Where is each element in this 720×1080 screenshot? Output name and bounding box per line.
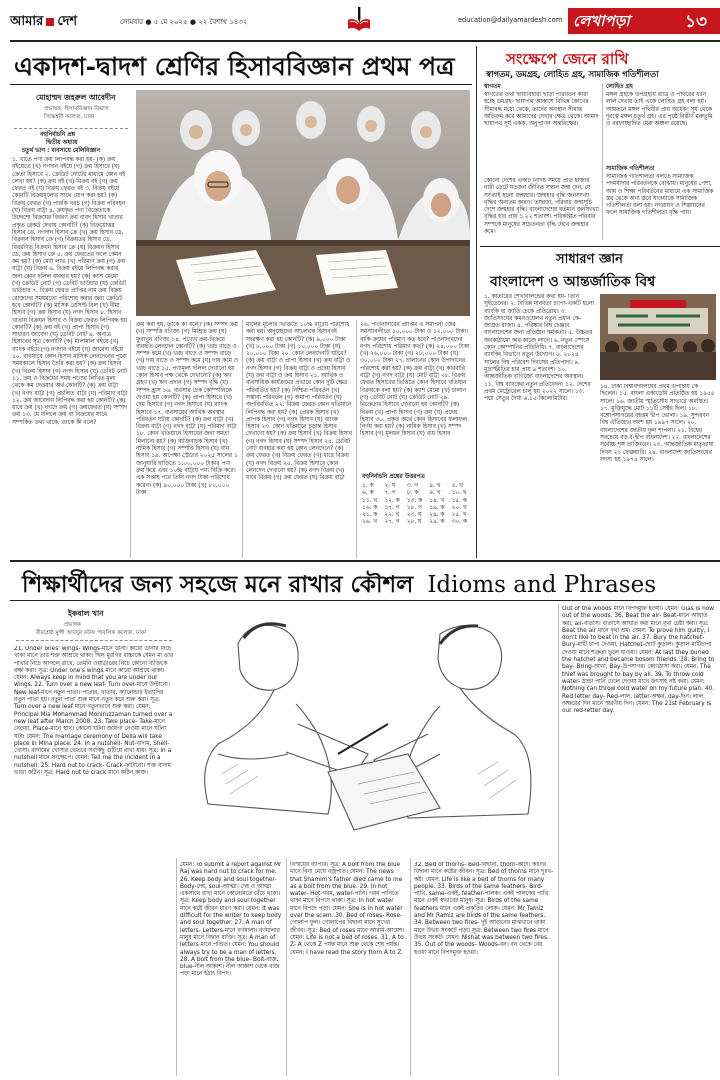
gk-headline-2: বাংলাদেশ ও আন্তর্জাতিক বিশ্ব	[490, 274, 656, 290]
accounting-author-school: সিদ্ধেশ্বরী কলেজ, ঢাকা	[44, 114, 95, 120]
idioms-top-rule	[10, 560, 720, 562]
protest-photo	[600, 294, 716, 380]
answer-item: ২২. খ	[384, 512, 400, 519]
accounting-rule	[10, 84, 472, 85]
idioms-byline-divider	[16, 640, 172, 641]
gk-headline-1: সাধারণ জ্ঞান	[556, 252, 623, 267]
col-divider	[176, 858, 177, 1076]
accounting-author: মোহাম্মদ জহরুল আবেদীন	[36, 93, 116, 102]
answers-heading: বহুনির্বাচনি প্রশ্নের উত্তরপত্র	[362, 474, 425, 480]
mcq-heading: বহুনির্বাচনি প্রশ্ন	[40, 132, 76, 138]
masthead-word1: আমার	[10, 14, 44, 29]
answer-item: ২৭. গ	[384, 519, 400, 526]
idioms-col-2: যেমন: To submit a report against Mr Raj was hard nut to crack for me. 26. Keep body and soul together- Body-দেহ, soul-আত্মা। দেহ ও আত্মা একসাথে রাখা মানে কোনোমতে বেঁচে থাকা। সূত্র: Keep body and soul together মানে কষ্টে জীবন ধারণ করা। যেমন: It was difficult for the writer to keep body and soul together. 27. A man of letters- Letters-মানে বর্ণমালা। বর্ণমালার মানুষ মানে বিদ্বান ব্যক্তি। সূত্র: A man of letters মানে পণ্ডিত। যেমন: You should always try to be a man of letters. 28. A bolt from the blue- Bolt-বাজ, blue-নীল আকাশ। নীল আকাশ থেকে বাজ পড়া মানে হঠাৎ বিপদ।	[180, 862, 282, 978]
answer-item: ২৮. ঘ	[406, 519, 422, 526]
answer-item: ১৮. গ	[406, 504, 422, 511]
idioms-rule	[10, 600, 720, 601]
answer-item: ৮. ক	[406, 490, 419, 497]
answer-item: ৩. গ	[406, 483, 419, 489]
answer-item: ১৯. ক	[429, 504, 445, 511]
answer-item: ২১. ক	[362, 512, 378, 519]
header-rule	[10, 40, 720, 42]
answer-item: ২৬. খ	[362, 519, 378, 526]
masthead-square-icon	[46, 18, 54, 26]
gk-rule	[480, 246, 720, 247]
idioms-headline-en: Idioms and Phrases	[427, 572, 657, 598]
students-exam-illustration-icon	[136, 90, 470, 316]
answer-item: ১৬. ক	[362, 504, 378, 511]
answer-item: ১৭. গ	[384, 504, 400, 511]
answer-item: ৪. খ	[429, 483, 441, 489]
col-divider	[602, 84, 603, 240]
accounting-col-3: মালের মূল্যের ভিত্তিতে ১০% বাট্টায় পরিশোধ করা হয়। অনুচ্ছেদের আলোকে হিসাববই সংরক্ষণ করা হয় কোনটি? (ক) ৯,০০০ টাকা (খ) ৮,০০০ টাকা (গ) ১০,০০০ টাকা (ঘ) ২০,০০০ টাকা ২০. কোন লেনদেনটি ঘটবে? (ক) ক্রয় বাট্টা ও প্রাপ্য হিসাব (খ) ক্রয় বাট্টা ও নগদ হিসাব (গ) বিক্রয় বাট্টা ও প্রদেয় হিসাব (ঘ) ক্রয় বাট্টা ও ক্রয় হিসাব ২১. আর্থিক ও ব্যবসায়িক কার্যক্রমের প্রভাবে কোন দুটি ক্ষেত্র পরিবর্তিত হয়? (ক) নিশ্চিত পরিবর্তন (খ) সম্ভাব্য পরিবর্তন (গ) অমাপ্য পরিবর্তন (ঘ) অপরিবর্তিত ২২. বিক্রয় ফেরত কোন খতিয়ানে লিপিবদ্ধ করা হয়? (ক) প্রেরক হিসাব (খ) প্রাপক হিসাব (গ) নগদ হিসাব (ঘ) ব্যাংক হিসাব ২৩. কোন খতিয়ানে চূড়ান্ত হিসাব দেখানো হয়? (ক) ক্রয় হিসাব (খ) বিক্রয় হিসাব (গ) নগদ হিসাব (ঘ) সম্পদ হিসাব ২৪. ডেবিট নোট ব্যবহার করা হয় কোন লেনদেনে? (ক) ক্রয় ফেরত (খ) বিক্রয় ফেরত (গ) ধারে বিক্রয় (ঘ) নগদ বিক্রয় ২৫. বিক্রয় হিসাবে কোন লেনদেন দেখানো হয়? (ক) নগদ বিক্রয় (খ) ধারে বিক্রয় (গ) ক্রয় ফেরত (ঘ) বিক্রয় বাট্টা	[246, 322, 352, 482]
answer-item: ১০. খ	[451, 490, 467, 497]
idioms-col-5: Out of the woods মানে বিপদমুক্ত হওয়া। যেমন: Gias is now out of the woods. 36. Beat the air- Beat-মানে আঘাত করা, air-বাতাস। বাতাসে আঘাত করা মানে বৃথা চেষ্টা করা। সূত্র: Beat the air মানে বৃথা শ্রম। যেমন: To prove him guilty, I don't like to beat in the air. 37. Bury the hatchet- Bury-মাটি চাপা দেওয়া, Hatchet-ছোট কুড়াল। কুড়াল মাটিচাপা দেওয়া মানে শত্রুতা ভুলে যাওয়া। যেমন: At last they buried the hatchet and became bosom friends. 38. Bring to bay- Bring-আনা, Bay-উপসাগর। কোণঠাসা করা। যেমন: The thief was brought to bay by all. 39. To throw cold water- ঠান্ডা পানি ঢেলে দেওয়া মানে উৎসাহ নষ্ট করা। যেমন: Nothing can throw cold water on my future plan. 40. Red letter day- Red-লাল, letter-অক্ষর, day-দিন। লাল অক্ষরের দিন মানে স্মরণীয় দিন। যেমন: The 21st February is our red-letter day.	[562, 606, 715, 715]
idioms-col-3: বিস্ময়ের ব্যাপার। সূত্র: A bolt from the blue মানে বিনা মেঘে বজ্রপাত। যেমন: The news that Shamim's father died came to me as a bolt from the blue. 29. In hot water- Hot-গরম, water-পানি। গরম পানিতে থাকা মানে বিপদে থাকা। সূত্র: In hot water মানে বিপদে পড়া। যেমন: She is in hot water over the scam. 30. Bed of roses- Rose-গোলাপ ফুল। গোলাপের বিছানা মানে সুখের জীবন। সূত্র: Bed of roses মানে আরাম-আয়েশ। যেমন: Life is not a bed of roses. 31. A to Z- A থেকে Z পর্যন্ত মানে শুরু থেকে শেষ পর্যন্ত। যেমন: I have read the story from A to Z.	[290, 862, 405, 956]
page-number: ১৩	[685, 12, 708, 32]
answer-item: ১৫. ক	[451, 497, 467, 504]
col-divider	[242, 320, 243, 558]
chapter-heading: দ্বিতীয় অধ্যায়	[46, 140, 78, 146]
brief-col2-text2: সামাজিক গতিশীলতা বলতে সামাজিক পদমর্যাদার পরিবর্তনকে বোঝায়। মানুষের পেশা, আয় ও শিক্ষা পরিবর্তনের মাধ্যমে এক সামাজিক স্তর থেকে অন্য স্তরে যাওয়াকে সামাজিক গতিশীলতা বলা হয়। নগরায়ণ ও শিল্পায়নের ফলে সামাজিক গতিশীলতা বৃদ্ধি পায়।	[606, 174, 714, 217]
brief-col2-heading2: সামাজিক গতিশীলতা	[606, 166, 655, 172]
answer-item: ৯. খ	[429, 490, 441, 497]
col-divider	[558, 604, 559, 1076]
masthead	[10, 12, 77, 33]
accounting-col-1: ১. খাতে পণ্য ক্রয় লিপিবদ্ধ করা হয়- (ক) ক্রয় বইয়েতে (খ) নগদান বইয়ে (গ) ক্রয় হিসাবে (ঘ) ক্রেতা হিসাবে ২. ক্রেডিট নোটের মাধ্যমে কোন বই লেখা হয়? (ক) ক্রয় বই (খ) বিক্রয় বই (গ) ক্রয় ফেরত বই (ঘ) বিক্রয় ফেরত বই ৩. বিক্রয় বইয়ে কোনটি বিক্রয়মূল্যের সাথে যোগ করা হয়? (ক) বিক্রয় ফেরত (খ) পারকি খরচ (গ) বিক্রয় পরিবহন (ঘ) বিক্রয় বাট্টা ৪. ক্রয়কৃত পণ্য বিক্রেতাকে উদ্দেশ্যে বিক্রয়ের বিবরণ ক্রয় বাবদ হিসাব খাতার প্রকৃত রেকর্ড দেখায় কোনটি? (ক) বিক্রয়োত্তর হিসাব ডে, নগদান হিসাব ক্রে (খ) ক্রয় হিসাব ডে, বিক্রয়ন হিসাব ক্রে (গ) বিক্রয়তর হিসাব ডে, বিবরণিত বিক্রয়ন হিসাব ক্রে (ঘ) বিক্রয়ন হিসাব ডে, ক্রয় হিসাব ক্রে ৫. ক্রয় ফেরতের ফলে কেমন কম হয়? (ক) মোট লাভ (খ) পরিমাণ ক্রয় (গ) ক্রয় বাট্টা (ঘ) বিক্রয় ৬. বিক্রয় বইয়ে লিপিবদ্ধ করার জন্য কোন দলিল ব্যবহার হয়? (ক) ক্যাশ মেমো (খ) ক্রেডিট নোট (গ) ডেবিট ভাউচার (ঘ) ক্রেডিট ভাউচার ৭. বিক্রয় ফেরত প্রাপ্তির নাম ক্রয় বিক্রয় রোজদের সময়মতো পরিশোধ করার জন্য ক্রেডিট হবে কোনটি? (ক) মাসিক রেসিপ্ট বিল (খ) বীমা হিসাব (গ) ক্রয় হিসাব (ঘ) নগদ হিসাব ৮. হিসাব খাতায় বিক্রয়ন হিসাব ও বিক্রয় ফেরত লিপিবদ্ধ হয় কোনটি? (ক) ক্রয় বই (খ) প্রাপ্য হিসাব (গ) সাধারণ জাবেদা (ঘ) ডেবিট নোট ৯. অন্যত্র হিসাবের সূত্র কোনটি? (ক) মালামাল বইয়ে (খ) ব্যাংক বইয়ে (গ) নগদান বইয়ে (ঘ) জাবেদা বইয়ে ১০. ব্যবসায়ে কোন হিসাব মাসিক লেনদেনের পুরো সময়কালে হিসাব তৈরি করা হয়? (ক) ক্রয় হিসাব (খ) বিক্রয় হিসাব (গ) নগদ হিসাব (ঘ) ডেবিট নোট ১১. ক্রয় ও বিক্রয়ের সময় পণ্যের লিখিত মূল্য থেকে কম দেওয়ার অর্থ কোনটি? (ক) ক্রয় বাট্টা (খ) নগদ বাট্টা (গ) প্রচলিত বাট্টা (ঘ) পরিমাণ বাট্টা ১২. ক্রয় জাবেদায় লিপিবদ্ধ করা হয় কোনটি? (ক) ধারে ক্রয় (খ) নগদে ক্রয় (গ) ক্রয়ফেরত (ঘ) সম্পদ ক্রয় ১৩. যে দলিলে ক্রয় বা বিক্রয়ের সাথে সম্পর্কিত তথ্য থাকে, তাকে কী বলে?	[12, 157, 128, 426]
brief-col1-text2: কোনো দেশের একটি নির্দিষ্ট সময়ে প্রতি হাজার নারী ডেটে যতজন জীবিত সন্তান জন্ম দেন, যে সংখ্যাই হলো জন্মহার। জন্মহার বৃদ্ধি জনসংখ্যা বৃদ্ধির অন্যতম কারণ। তাছাড়া, পরিবার জন্মসূচি দেশে জন্মহার বৃদ্ধি। বাংলাদেশের বর্তমান জনসংখ্যা বৃদ্ধির হার প্রায় ১.২২ শতাংশ। পরিকল্পিত পরিবার সম্পর্কে মানুষের সচেতনতা বৃদ্ধি দেখে জন্মহার কমে।	[484, 178, 599, 236]
answer-item: ১২. ক	[384, 497, 400, 504]
students-sketch	[178, 604, 556, 858]
answer-item: ২৫. খ	[451, 512, 467, 519]
exam-hall-photo	[136, 90, 470, 316]
brief-headline: সংক্ষেপে জেনে রাখি	[506, 50, 629, 68]
answer-item: ৫. খ	[451, 483, 463, 489]
section-divider	[476, 46, 477, 558]
accounting-author-title: প্রভাষক, হিসাববিজ্ঞান বিভাগ	[44, 106, 109, 112]
gk-col-1: ১. কাতারের শেখাবালন্ডের কথা হয়- তিনি সুইডেনের। ২. বিভিন্ন মানবতা চ্যাপা-একটি হলো ব্যাংকি বা জাতি চেকে প্রতিরোধ। ৩. জাতিসংঘের কমনওয়েলথ নতুন প্রধান কে- জাগ্রত রাজা। ৪. পরিষ্কার বিশ্ব চেঞ্জার বাংলাদেশের জন্য প্রতিষ্ঠান কর্মকর্তা। ৫. উচ্চতর অবকাঠামো কার কাজে লাগে। ৬. নতুন স্পেসে কোন কোম্পানির প্রতিনিধি। ৭. বাংলাদেশের ব্যাংকিং বিভাগে নতুন উদ্যোগ। ৮. ২০২৪ সালের বিশ্ব পরিবেশ দিবসের প্রতিপাদ্য। ৯. মুদ্রাস্ফীতির হার প্রায় ৯ শতাংশ। ১০. আন্তর্জাতিক বাণিজ্যে বাংলাদেশের অবস্থান। ১১. বিশ্ব ব্যাংকের নতুন প্রতিবেদন। ১২. দেশের প্রথম মেট্রোরেল চালু হয় ২০২২ সালে। ১৩. পদ্মা সেতুর দৈর্ঘ্য ৬.১৫ কিলোমিটার।	[484, 294, 594, 403]
section-email[interactable]: education@dailyamardesh.com	[458, 16, 563, 24]
answer-item: ২৯. ক	[429, 519, 445, 526]
brief-col2-text: মঙ্গল গ্রহকে উপগ্রহীয় রাত্রি ও পাথরের ধরন লাল দেখায় তাই একে লোহিত গ্রহ বলা হয়। আয়তনে মঙ্গল পৃথিবীর প্রায় অর্ধেক। সূর্য থেকে দূরত্বে মঙ্গল চতুর্থ গ্রহ। এর পৃষ্ঠে বিস্তীর্ণ মরুভূমি ও বরফাচ্ছাদিত মেরু অঞ্চল রয়েছে।	[606, 92, 713, 128]
col-divider	[410, 858, 411, 1076]
idioms-author: ইকবাল খান	[68, 609, 104, 618]
accounting-col-2: ক্রয় করা হয়, তাকে কী বলে? (ক) সম্পদ ক্রয় (খ) সম্পত্তি বণিজ্য (গ) মিশ্রিত ক্রয় (ঘ) ফুরাখুন বণিজ্য ১৪. পণ্যের ক্রয়-বিক্রয়ে ব্যবহৃত লেনদেন কোনটি? (ক) খরচ বাড়ে ও সম্পদ কমে (খ) খরচ বাড়ে ও সম্পদ বাড়ে (গ) দায় বাড়ে ও সম্পদ কমে (ঘ) দায় কমে ও খরচ বাড়ে ১৫. পণ্যমূল্য দলিল দেখানো হয় কোন হিসাব পক্ষ থেকে দেখানো? (ক) ঋণ গ্রহণ (খ) ঋণ প্রদান (গ) সম্পদ বৃদ্ধি (ঘ) সম্পদ হ্রাস ১৬. ব্যবসার চেক কোম্পানিকে দেওয়া হয় কোনটি? (ক) প্রাপ্য হিসাবে (খ) দেয় হিসাবে (গ) নগদ হিসাবে (ঘ) ব্যাংক হিসাবে ১৭. ব্যবসায়ের আর্থিক অবস্থার পরিবর্তন ঘটায় কোনটি? (ক) ক্রয় বাট্টা (খ) বিক্রয় বাট্টা (গ) নগদ বাট্টা (ঘ) পরিমাণ বাট্টা ১৮. কোন খতিয়ানে হিসাবের জন্য সমতা মিলানো হয়? (ক) ব্যক্তিবাচক হিসাব (খ) নামিক হিসাব (গ) সম্পত্তি হিসাব (ঘ) ব্যয় হিসাব ১৯. অপেক্ষা স্ট্রেডার ২০২৫ সালের ১ জানুয়ারি ছাড়িতে ১,০০,০০০ টাকার পণ্য ক্রয় করে এবং ১০% বাট্টায় পণ্য বিক্রি করে। এক সপ্তাহ পরে তিনি নগদ টাকা পরিশোধ করেন। (ক) ৯০,০০০ টাকা (খ) ৮০,০০০ টাকা	[136, 322, 238, 496]
answer-item: ১৩. ক	[406, 497, 423, 504]
byline-divider	[14, 128, 128, 130]
brief-subline: স্বাগতম, ডমগ্রহ, লোহিত গ্রহ, সামাজিক গতিশীলতা	[486, 69, 659, 79]
answer-item: ৬. ক	[362, 490, 374, 497]
idioms-col-4: 32. Bed of thorns- Bed-বিছানা, thorn-কাঁটা। কাঁটার বিছানা মানে কষ্টের জীবন। সূত্র: Bed of thorns মানে দুঃখ-কষ্ট। যেমন: Life is like a bed of thorns for many people. 33. Birds of the same feathers- Bird-পাখি, same-একই, feather-পালক। একই পালকের পাখি মানে একই স্বভাবের মানুষ। সূত্র: Birds of the same feathers মানে একই প্রকৃতির লোক। যেমন: Mr Tamiz and Mr Ramiz are birds of the same feathers. 34. Between two fires- দুই আগুনের মাঝখানে থাকা মানে উভয় সংকটে পড়া। সূত্র: Between two fires মানে উভয় সংকট। যেমন: Nishat was between two fires. 35. Out of the woods- Woods-বন। বন থেকে বের হওয়া মানে বিপদমুক্ত হওয়া।	[414, 862, 554, 956]
masthead-word2: দেশ	[57, 14, 78, 29]
answer-item: ১. ক	[362, 483, 374, 489]
idioms-author-school: বীরশ্রেষ্ঠ মুন্সী আবদুর রউফ পাবলিক কলেজ, ঢাকা	[36, 630, 147, 636]
book-pen-emblem-icon	[346, 6, 372, 32]
idioms-author-title: প্রভাষক	[64, 622, 81, 628]
brief-col1-text: স্বাগতের তথা ছায়াবিহারী ছাড়া পরিবর্তন কারী হচ্ছে ডমগ্রহ। ছায়াপথ আকাশে বিভিন্ন কোণের সীমাবদ্ধ মধ্যে থেকে, তাদের অবস্থান সীমান্ত অতিক্রম করে আমাদের দেখার ক্ষেত্র থেকে। আমাদ ছায়াপথ সূর্য একক, অনুপ্রাণন অন্তরিক্ষের।	[484, 92, 599, 128]
brief-col1-heading: স্বাগতম	[484, 84, 501, 90]
answer-item: ২০. খ	[451, 504, 467, 511]
crowd-banner-illustration-icon	[600, 294, 716, 380]
accounting-headline: একাদশ-দ্বাদশ শ্রেণির হিসাববিজ্ঞান প্রথম পত্র	[14, 52, 455, 81]
idioms-headline-bn: শিক্ষার্থীদের জন্য সহজে মনে রাখার কৌশল	[22, 571, 414, 598]
section-title: লেখাপড়া	[573, 12, 630, 30]
col-divider	[356, 320, 357, 558]
col-divider	[130, 320, 131, 558]
answer-item: ১৪. খ	[429, 497, 445, 504]
answer-item: ২৩. ঘ	[406, 512, 422, 519]
answer-item: ৭. গ	[384, 490, 396, 497]
col-divider	[286, 858, 287, 1076]
chapter-title: চতুর্থ ভাগ : ব্যবসায়ে মেলিবিজ্ঞান	[22, 148, 100, 154]
answer-item: ৩০. ক	[451, 519, 467, 526]
answer-item: ২৪. ক	[429, 512, 445, 519]
answers-grid	[362, 483, 472, 527]
studying-students-sketch-icon	[178, 604, 556, 858]
answer-item: ২. ঘ	[384, 483, 396, 489]
idioms-col-1: 21. Under ones' wings- Wings-মানে ডানা। কারো ডানার নিচে থাকা মানে তার শক্ত আশ্রয়ে থাকা। ছিল মুরগির বাচ্চাকে যেমন মা তার পাখার নিচে আগলে রাখে, তেমনি ওয়ার্ডারের নিচে কোনো ব্যক্তিকে রক্ষা করা। সূত্র: Under one's wings মানে কারো আশ্রয়ে থাকা। যেমন: Always keep in mind that you are under our wings. 22. Turn over a new leaf- Turn over-মানে উল্টানো। New leaf-মানে নতুন পাতা। পাতার, খাতার, ক্যালেন্ডার ইত্যাদির নতুন পাতা হয়। নতুন পাতা শুরু মানে নতুন করে শুরু করা। সূত্র: Turn over a new leaf মানে নতুনভাবে শুরু করা। যেমন: Principal Mia Mohammad Moniruzzaman turned over a new leaf after March 2008. 23. Take place- Take-মানে নেওয়া, Place-মানে স্থান। কোনো ঘটনা জায়গা নেওয়া মানে ঘটনা ঘটা। যেমন: The marriage ceremony of Della will take place in Mina place. 24. In a nutshell- Nut-বাদাম, Shell-খোসা। বাদামের খোসার ভেতরে সবকিছু গুটিয়ে রাখা যায়। সূত্র: In a nutshell মানে সংক্ষেপে। যেমন: Tell me the incident in a nutshell. 25. Hard nut to crack- Crack-ফাটানো। শক্ত বাদাম ভাঙা কঠিন। সূত্র: Hard nut to crack মানে কঠিন কাজ।	[14, 646, 174, 777]
accounting-col-4: ২৬. পাওনাদারের প্রাপ্তির এ সমাপনী জের সমস্যাবলীতে ১০,০০০ টাকা ও ১২,০০০ টাকা। বাকি ক্রয়ের পরিমাণ কত হবে? পাওনাদারদের নগদ পরিশোধ পরিমাণ কত? (ক) ২৪,০০০ টাকা (খ) ২৬,০০০ টাকা (গ) ২৮,০০০ টাকা (ঘ) ৩০,০০০ টাকা ২৭. চালানের কোন উপাদানের পরিশোধ করা হয়? (ক) ক্রয় বাট্টা (খ) কারবারি বাট্টা (গ) নগদ বাট্টা (ঘ) মোট বাট্টা ২৮. বিক্রয় ফেরত হিসাবের ভিত্তিতে কোন হিসাবে খতিয়ান বিক্রয়কে বলা হয়? (ক) ক্যাশ মেমো (খ) চালান (গ) ডেবিট নোট (ঘ) ক্রেডিট নোট ২৯. বিক্রেতার হিসাবে দেখানো হয় কোনটি? (ক) বিক্রয় (খ) প্রাপ্য হিসাব (গ) ক্রয় (ঘ) প্রদেয় হিসাব ৩০. প্রকৃত অর্থে কোন হিসাবের ফলাফল নির্ণয় করা হয়? (ক) নামিক হিসাব (খ) সম্পদ হিসাব (গ) মূলধন হিসাব (ঘ) ব্যয় হিসাব	[360, 322, 470, 438]
brief-col2-heading: লোহিত গ্রহ	[606, 84, 633, 90]
gk-col-2: ১৪. ঢাকা বিশ্ববিদ্যালয়ের প্রথম উপাচার্য কে ছিলেন। ১৫. বাংলা একাডেমি প্রতিষ্ঠিত হয় ১৯৫৫ সালে। ১৬. জাতীয় স্মৃতিসৌধ সাভারে অবস্থিত। ১৭. মুক্তিযুদ্ধে মোট ১১টি সেক্টর ছিল। ১৮. বঙ্গোপসাগরের বৃহত্তম দ্বীপ ভোলা। ১৯. সুন্দরবন বিশ্ব ঐতিহ্যের অংশ হয় ১৯৯৭ সালে। ২০. বাংলাদেশের জাতীয় ফুল শাপলা। ২১. বিশ্বের সবচেয়ে বড় ব-দ্বীপ বাংলাদেশ। ২২. বাংলাদেশের সর্বোচ্চ শৃঙ্গ তাজিংডং। ২৩. আন্তর্জাতিক মাতৃভাষা দিবস ২১ ফেব্রুয়ারি। ২৪. বাংলাদেশ জাতিসংঘের সদস্য হয় ১৯৭৪ সালে।	[600, 384, 715, 463]
issue-date: সোমবার ● ৫ মে ২০২৫ ● ২২ বৈশাখ ১৪৩২	[120, 18, 248, 26]
answer-item: ১১. খ	[362, 497, 378, 504]
